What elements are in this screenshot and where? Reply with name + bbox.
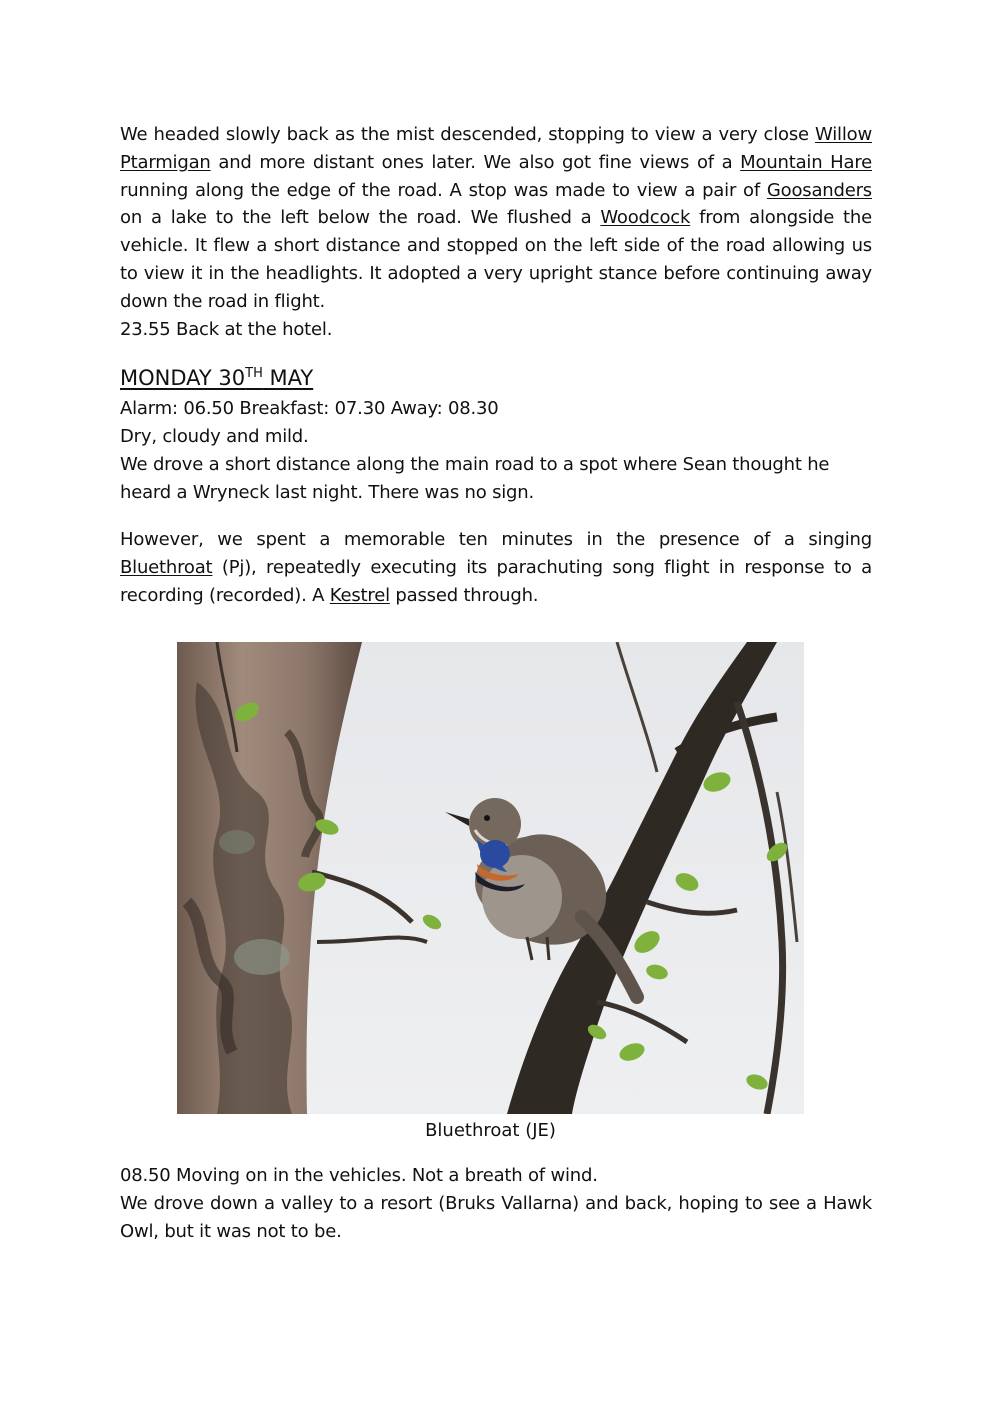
weather-line: Dry, cloudy and mild. xyxy=(120,426,309,447)
species-kestrel: Kestrel xyxy=(329,584,390,606)
text-span: from alongside the vehicle. It flew a short distance and stopped on the left side of the road allowing us to view it in the headlights. It adopted a very upright stance before continuing away down the road in flight. xyxy=(120,207,872,312)
paragraph-hawk-owl: We drove down a valley to a resort (Bruks Vallarna) and back, hoping to see a Hawk Owl, but it was not to be. xyxy=(120,1193,872,1242)
text-span: passed through. xyxy=(389,584,539,606)
paragraph-return-journey xyxy=(120,121,872,316)
paragraph-bluethroat xyxy=(120,526,872,609)
photo-caption: Bluethroat (JE) xyxy=(425,1120,556,1141)
text-span: on a lake to the left below the road. We flushed a xyxy=(120,207,601,229)
bluethroat-photo xyxy=(177,642,804,1114)
species-willow-ptarmigan: Willow Ptarmigan xyxy=(120,124,872,173)
text-span: However, we spent a memorable ten minutes in the presence of a singing xyxy=(120,529,872,550)
species-woodcock: Woodcock xyxy=(600,207,691,229)
heading-main: MONDAY 30 xyxy=(120,366,246,390)
text-span: (Pj), repeatedly executing its parachuting song flight in response to a recording (recorded). A xyxy=(120,556,872,606)
back-at-hotel-line: 23.55 Back at the hotel. xyxy=(120,319,333,340)
heading-ordinal: TH xyxy=(245,366,263,381)
heading-month: MAY xyxy=(262,366,314,390)
bluethroat-illustration xyxy=(177,642,804,1114)
text-span: and more distant ones later. We also got fine views of a xyxy=(210,151,741,173)
moving-on-line: 08.50 Moving on in the vehicles. Not a breath of wind. xyxy=(120,1165,598,1186)
species-bluethroat: Bluethroat xyxy=(120,556,213,578)
paragraph-wryneck: We drove a short distance along the main road to a spot where Sean thought he heard a Wryneck last night. There was no sign. xyxy=(120,454,830,503)
text-span: running along the edge of the road. A stop was made to view a pair of xyxy=(120,179,767,201)
species-goosanders: Goosanders xyxy=(766,179,872,201)
schedule-line: Alarm: 06.50 Breakfast: 07.30 Away: 08.30 xyxy=(120,398,499,419)
species-mountain-hare: Mountain Hare xyxy=(740,151,872,173)
text-span: We headed slowly back as the mist descended, stopping to view a very close xyxy=(120,124,816,145)
day-heading xyxy=(120,364,872,392)
